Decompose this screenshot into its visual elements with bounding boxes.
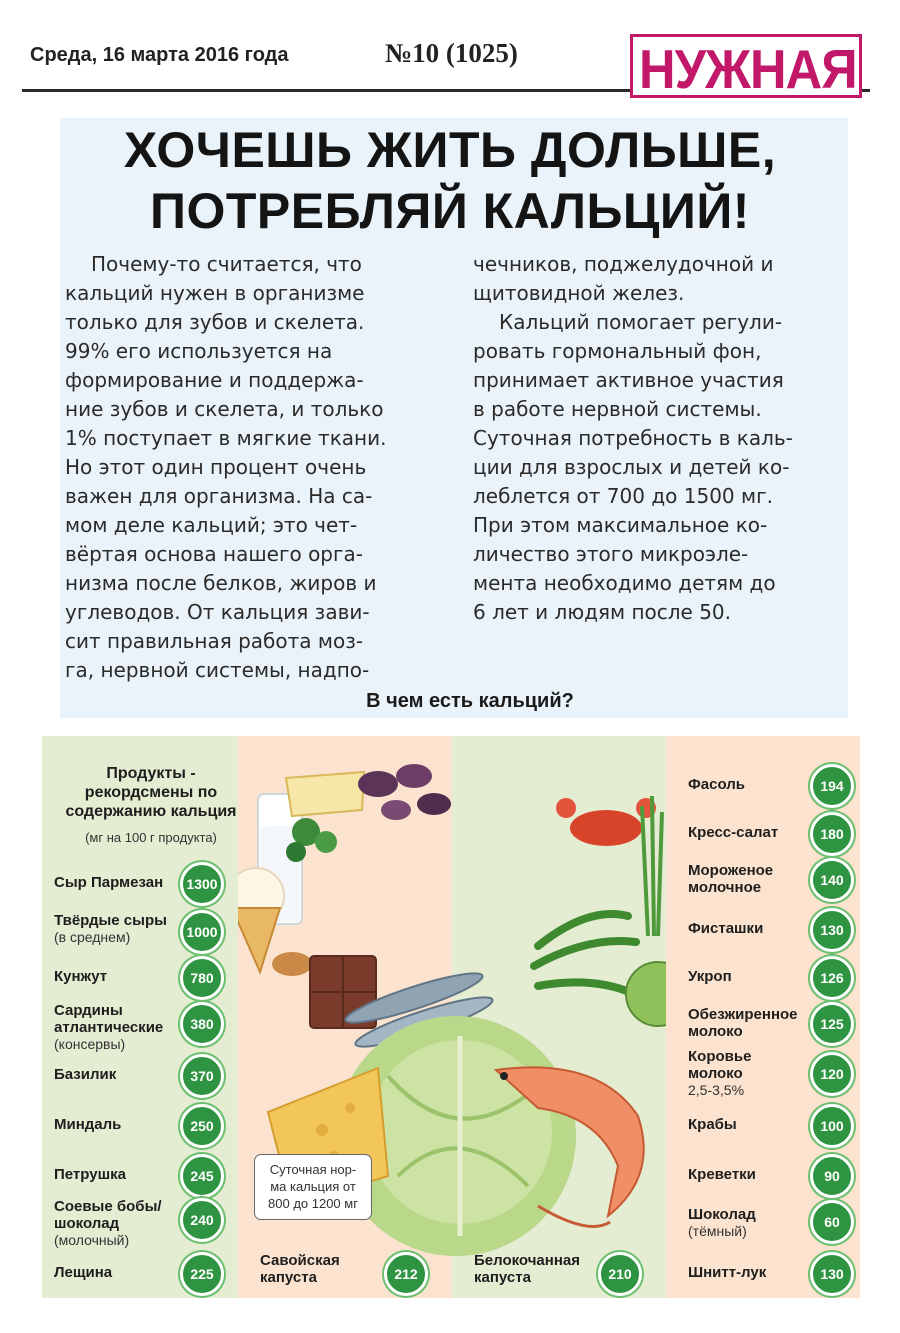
calcium-value-badge: 250: [180, 1104, 224, 1148]
calcium-value-badge: 130: [810, 908, 854, 952]
norm-line: 800 до 1200 мг: [268, 1196, 358, 1211]
calcium-value-badge: 212: [384, 1252, 428, 1296]
infographic-title: [42, 764, 260, 821]
title-line: рекордсмены по: [84, 784, 218, 801]
calcium-value-badge: 245: [180, 1154, 224, 1198]
newspaper-logo: [630, 34, 862, 98]
daily-norm-note: [254, 1154, 372, 1220]
food-name: Фисташки: [688, 920, 764, 937]
food-name-text: Савойская: [260, 1252, 340, 1269]
food-name-text: Твёрдые сыры: [54, 912, 167, 929]
issue-date: Среда, 16 марта 2016 года: [30, 44, 289, 66]
food-name-text: Шоколад: [688, 1206, 756, 1223]
calcium-value-badge: 90: [810, 1154, 854, 1198]
calcium-value-badge: 140: [810, 858, 854, 902]
food-name: [474, 1252, 594, 1286]
calcium-value-badge: 180: [810, 812, 854, 856]
food-name-text: Соевые бобы/: [54, 1198, 162, 1215]
calcium-value-badge: 370: [180, 1054, 224, 1098]
food-note: 2,5-3,5%: [688, 1082, 745, 1098]
food-name-text: молоко: [688, 1023, 743, 1040]
food-name: [688, 862, 808, 896]
food-name-text: Обезжиренное: [688, 1006, 798, 1023]
food-note: (консервы): [54, 1036, 126, 1052]
green-beans-icon: [534, 914, 636, 994]
food-name-text: капуста: [474, 1269, 531, 1286]
headline: [40, 120, 860, 242]
text-line: в работе нервной системы.: [473, 397, 762, 421]
food-name: Фасоль: [688, 776, 746, 793]
food-name-text: Белокочанная: [474, 1252, 580, 1269]
food-name: Миндаль: [54, 1116, 122, 1133]
text-line: личество этого микроэле-: [473, 542, 749, 566]
food-name: Лещина: [54, 1264, 113, 1281]
text-line: сит правильная работа моз-: [65, 629, 364, 653]
food-name: Креветки: [688, 1166, 756, 1183]
text-line: щитовидной желез.: [473, 281, 685, 305]
text-line: формирование и поддержа-: [65, 368, 364, 392]
text-line: 1% поступает в мягкие ткани.: [65, 426, 387, 450]
text-line: леблется от 700 до 1500 мг.: [473, 484, 773, 508]
food-name: Сыр Пармезан: [54, 874, 164, 891]
text-line: углеводов. От кальция зави-: [65, 600, 370, 624]
norm-line: ма кальция от: [270, 1179, 356, 1194]
text-line: При этом максимальное ко-: [473, 513, 768, 537]
calcium-value-badge: 60: [810, 1200, 854, 1244]
norm-line: Суточная нор-: [269, 1162, 357, 1177]
text-line: Суточная потребность в каль-: [473, 426, 793, 450]
text-line: Почему-то считается, что: [91, 252, 362, 276]
calcium-value-badge: 130: [810, 1252, 854, 1296]
text-line: только для зубов и скелета.: [65, 310, 365, 334]
food-name: [688, 1006, 812, 1040]
text-line: мом деле кальций; это чет-: [65, 513, 358, 537]
text-line: низма после белков, жиров и: [65, 571, 377, 595]
food-name: Петрушка: [54, 1166, 126, 1183]
food-name: Укроп: [688, 968, 732, 985]
calcium-value-badge: 225: [180, 1252, 224, 1296]
food-name-text: молочное: [688, 879, 762, 896]
title-line: Продукты -: [106, 765, 196, 782]
text-line: Но этот один процент очень: [65, 455, 367, 479]
food-name-text: молоко: [688, 1065, 743, 1082]
text-line: принимает активное участия: [473, 368, 784, 392]
text-line: ние зубов и скелета, и только: [65, 397, 384, 421]
calcium-value-badge: 100: [810, 1104, 854, 1148]
text-line: га, нервной системы, надпо-: [65, 658, 370, 682]
infographic-heading: В чем есть кальций?: [366, 690, 574, 712]
headline-line-1: ХОЧЕШЬ ЖИТЬ ДОЛЬШЕ,: [123, 122, 777, 178]
calcium-value-badge: 120: [810, 1052, 854, 1096]
masthead: [0, 0, 900, 100]
calcium-value-badge: 126: [810, 956, 854, 1000]
food-name: [688, 1206, 808, 1240]
food-name-text: Мороженое: [688, 862, 774, 879]
calcium-value-badge: 210: [598, 1252, 642, 1296]
food-name: Кресс-салат: [688, 824, 779, 841]
food-name: Крабы: [688, 1116, 737, 1133]
calcium-value-badge: 240: [180, 1198, 224, 1242]
text-line: Кальций помогает регули-: [499, 310, 783, 334]
calcium-value-badge: 1300: [180, 862, 224, 906]
text-line: 6 лет и людям после 50.: [473, 600, 732, 624]
text-line: ровать гормональный фон,: [473, 339, 762, 363]
text-line: ции для взрослых и детей ко-: [473, 455, 790, 479]
text-line: вёртая основа нашего орга-: [65, 542, 363, 566]
food-note: (в среднем): [54, 929, 131, 945]
food-name: [54, 1002, 184, 1053]
text-line: важен для организма. На са-: [65, 484, 373, 508]
calcium-value-badge: 1000: [180, 910, 224, 954]
basil-icon: [358, 764, 451, 820]
brussels-cabbage-icon: [626, 962, 666, 1026]
title-line: содержанию кальция: [65, 803, 237, 820]
almond-icon: [272, 952, 312, 976]
text-line: кальций нужен в организме: [65, 281, 365, 305]
food-name-text: Сардины: [54, 1002, 123, 1019]
calcium-infographic: [42, 736, 860, 1298]
calcium-value-badge: 125: [810, 1002, 854, 1046]
issue-number: №10 (1025): [385, 38, 518, 68]
food-name: Шнитт-лук: [688, 1264, 767, 1281]
article-column-right: [473, 250, 848, 627]
food-name-text: атлантические: [54, 1019, 164, 1036]
food-name: [54, 1198, 184, 1249]
logo-text: НУЖНАЯ: [639, 38, 857, 100]
food-note: (тёмный): [688, 1223, 747, 1239]
food-name: Кунжут: [54, 968, 108, 985]
calcium-value-badge: 194: [810, 764, 854, 808]
calcium-value-badge: 780: [180, 956, 224, 1000]
text-line: 99% его используется на: [65, 339, 333, 363]
headline-line-2: ПОТРЕБЛЯЙ КАЛЬЦИЙ!: [150, 183, 750, 239]
food-name: [260, 1252, 370, 1286]
food-name-text: Коровье: [688, 1048, 752, 1065]
infographic-unit: (мг на 100 г продукта): [85, 830, 217, 845]
text-line: чечников, поджелудочной и: [473, 252, 774, 276]
food-name: [688, 1048, 808, 1099]
text-line: мента необходимо детям до: [473, 571, 776, 595]
food-name-text: капуста: [260, 1269, 317, 1286]
calcium-value-badge: 380: [180, 1002, 224, 1046]
food-name: [54, 912, 184, 946]
cheese-wedge-icon: [286, 772, 364, 816]
food-name-text: шоколад: [54, 1215, 120, 1232]
food-note: (молочный): [54, 1232, 130, 1248]
food-name: Базилик: [54, 1066, 117, 1083]
article-column-left: [65, 250, 440, 685]
